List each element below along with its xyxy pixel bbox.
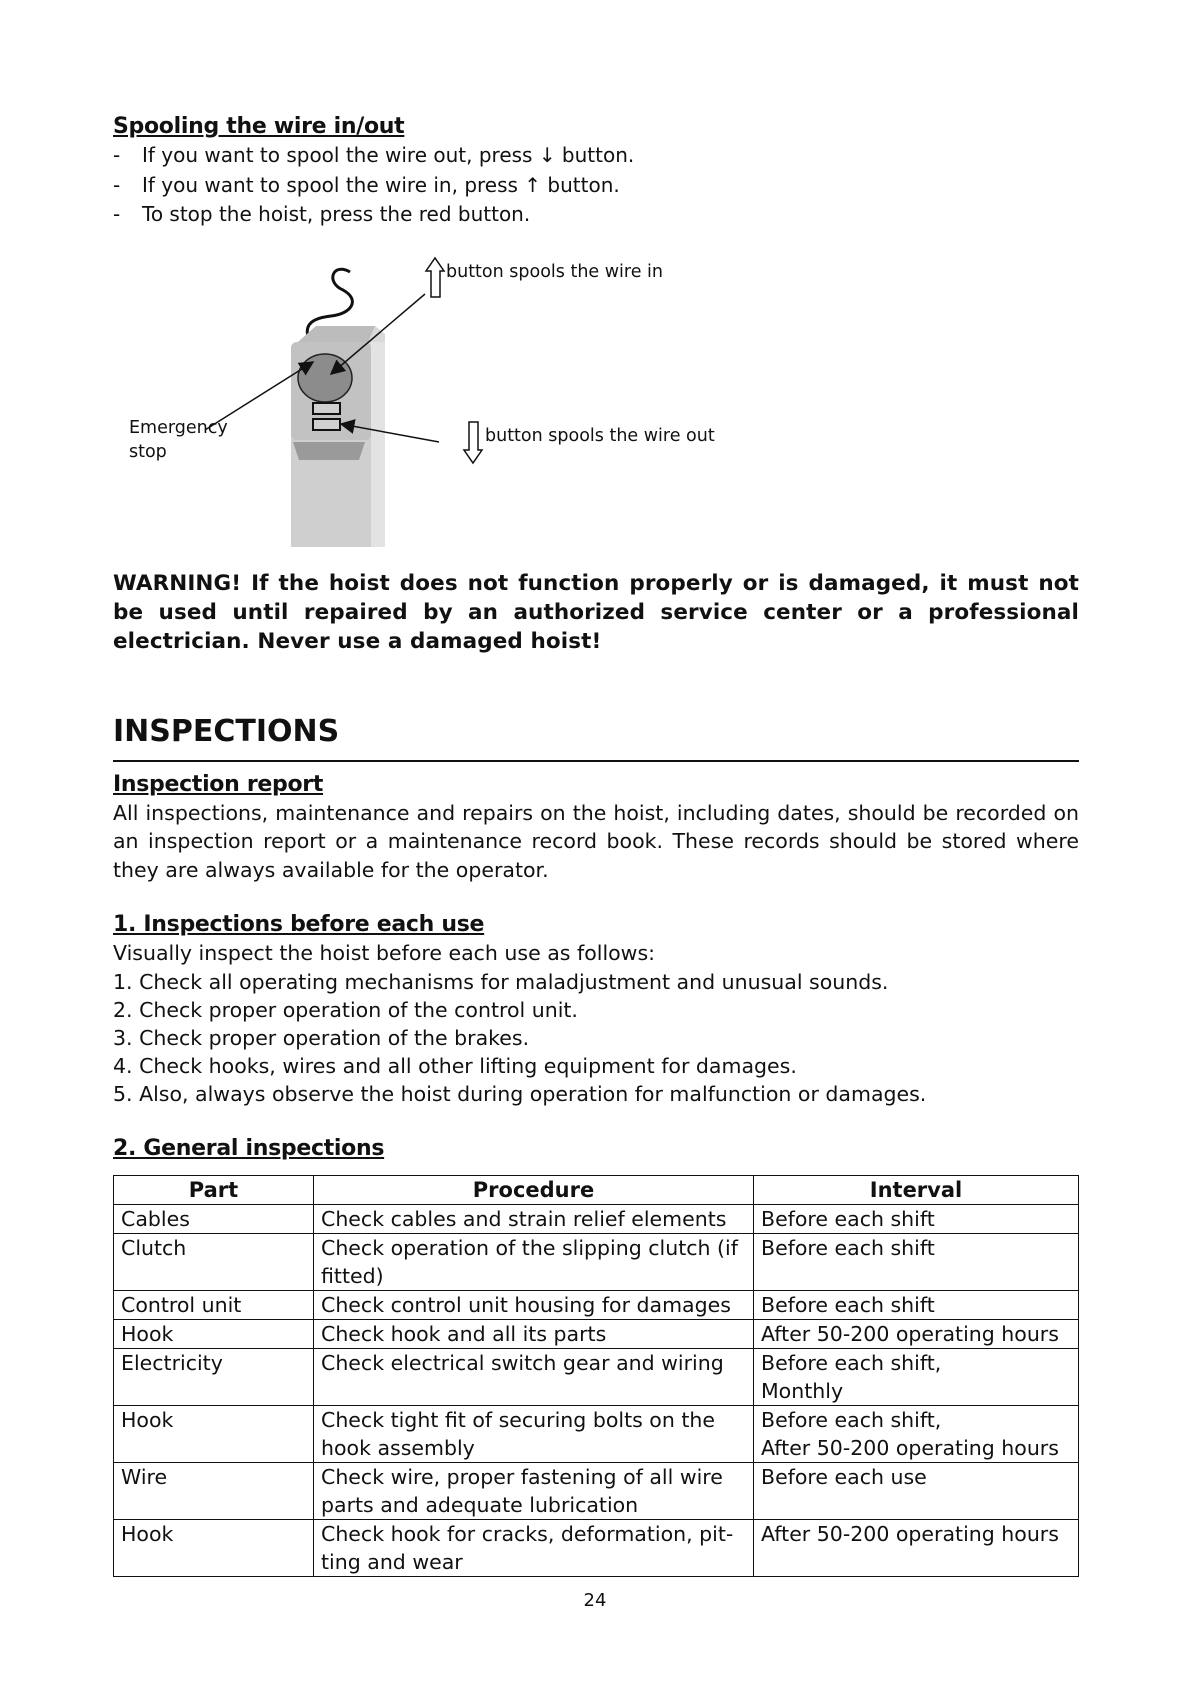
label-button-up: button spools the wire in	[446, 261, 664, 282]
general-inspections-table	[113, 1175, 1079, 1577]
table-row: Wire Check wire, proper fastening of all wire parts and adequate lubrication Before each use	[114, 1462, 1079, 1519]
inspection-report-heading: Inspection report	[113, 771, 324, 797]
hollow-down-arrow-icon	[464, 422, 482, 463]
up-button	[313, 403, 340, 414]
spooling-item: - If you want to spool the wire out, press ↓ button.	[113, 143, 635, 167]
column-header-part: Part	[114, 1175, 314, 1204]
hollow-up-arrow-icon	[426, 258, 444, 297]
before-use-item: 5. Also, always observe the hoist during operation for malfunction or damages.	[113, 1081, 927, 1106]
label-button-down: button spools the wire out	[485, 425, 715, 446]
spooling-list	[113, 141, 1079, 230]
inspection-report-text: All inspections, maintenance and repairs on the hoist, including dates, should be recorded on an inspection report or a maintenance record book. These records should be stored where they are always available for the operator.	[113, 800, 1079, 882]
warning-notice: WARNING! If the hoist does not function properly or is damaged, it must not be used until repaired by an authorized service center or a professional electrician. Never use a damaged hoist!	[113, 570, 1079, 654]
before-use-item: 1. Check all operating mechanisms for maladjustment and unusual sounds.	[113, 969, 889, 994]
label-emergency: Emergency stop	[129, 417, 228, 462]
page-number: 24	[583, 1590, 607, 1611]
before-use-list	[113, 968, 1079, 1108]
column-header-interval: Interval	[754, 1175, 1079, 1204]
emergency-stop-button	[298, 354, 352, 402]
table-row: Hook Check hook and all its parts After 50-200 operating hours	[114, 1319, 1079, 1348]
pendant-control-illustration	[113, 242, 1079, 547]
table-row: Cables Check cables and strain relief elements Before each shift	[114, 1204, 1079, 1233]
before-use-item: 2. Check proper operation of the control unit.	[113, 997, 578, 1022]
column-header-procedure: Procedure	[314, 1175, 754, 1204]
before-use-intro: Visually inspect the hoist before each use as follows:	[113, 941, 656, 965]
general-inspections-heading: 2. General inspections	[113, 1135, 385, 1161]
before-use-item: 4. Check hooks, wires and all other lifting equipment for damages.	[113, 1053, 797, 1078]
before-use-item: 3. Check proper operation of the brakes.	[113, 1025, 530, 1050]
before-use-heading: 1. Inspections before each use	[113, 912, 485, 937]
control-unit-figure	[113, 242, 1079, 547]
table-row: Electricity Check electrical switch gear and wiring Before each shift, Monthly	[114, 1348, 1079, 1405]
table-row: Clutch Check operation of the slipping clutch (if fitted) Before each shift	[114, 1233, 1079, 1290]
table-row: Hook Check hook for cracks, deformation, pit-ting and wear After 50-200 operating hours	[114, 1519, 1079, 1576]
down-button	[313, 419, 340, 430]
spooling-heading: Spooling the wire in/out	[113, 114, 405, 139]
section-title-inspections: INSPECTIONS	[113, 712, 1079, 762]
spooling-item: - If you want to spool the wire in, press ↑ button.	[113, 172, 620, 197]
spooling-item: - To stop the hoist, press the red button.	[113, 202, 531, 226]
table-row: Hook Check tight fit of securing bolts on the hook assembly Before each shift, After 50-200 operating hours	[114, 1405, 1079, 1462]
table-header-row	[114, 1175, 1079, 1204]
table-row: Control unit Check control unit housing for damages Before each shift	[114, 1290, 1079, 1319]
manual-page	[113, 112, 1079, 1577]
